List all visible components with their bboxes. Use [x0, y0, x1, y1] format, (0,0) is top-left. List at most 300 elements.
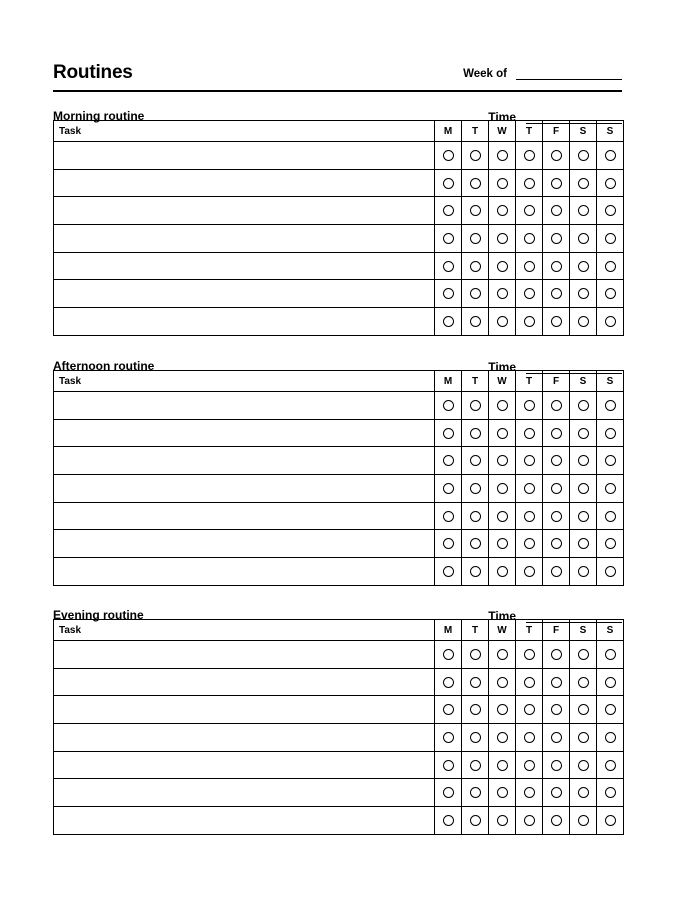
checkbox-circle-icon[interactable]	[443, 732, 454, 743]
checkbox-circle-icon[interactable]	[497, 760, 508, 771]
checkbox-circle-icon[interactable]	[578, 538, 589, 549]
table-row	[54, 751, 624, 779]
task-cell[interactable]	[54, 169, 435, 197]
day-cell	[516, 502, 543, 530]
day-cell	[435, 169, 462, 197]
day-cell	[462, 392, 489, 420]
day-cell	[516, 641, 543, 669]
checkbox-circle-icon[interactable]	[443, 483, 454, 494]
checkbox-circle-icon[interactable]	[578, 704, 589, 715]
task-column-header: Task	[54, 620, 435, 641]
day-cell	[489, 807, 516, 835]
checkbox-circle-icon[interactable]	[524, 400, 535, 411]
checkbox-circle-icon[interactable]	[524, 428, 535, 439]
checkbox-circle-icon[interactable]	[443, 205, 454, 216]
checkbox-circle-icon[interactable]	[551, 483, 562, 494]
day-cell	[435, 392, 462, 420]
day-column-header: T	[516, 121, 543, 142]
day-cell	[489, 475, 516, 503]
checkbox-circle-icon[interactable]	[497, 677, 508, 688]
checkbox-circle-icon[interactable]	[443, 511, 454, 522]
day-cell	[597, 169, 624, 197]
checkbox-circle-icon[interactable]	[551, 538, 562, 549]
table-row	[54, 447, 624, 475]
task-cell[interactable]	[54, 280, 435, 308]
checkbox-circle-icon[interactable]	[524, 178, 535, 189]
day-cell	[489, 558, 516, 586]
task-cell[interactable]	[54, 779, 435, 807]
checkbox-circle-icon[interactable]	[605, 483, 616, 494]
task-cell[interactable]	[54, 668, 435, 696]
checkbox-circle-icon[interactable]	[578, 261, 589, 272]
checkbox-circle-icon[interactable]	[497, 428, 508, 439]
day-column-header: W	[489, 121, 516, 142]
day-cell	[570, 502, 597, 530]
checkbox-circle-icon[interactable]	[551, 316, 562, 327]
day-cell	[597, 502, 624, 530]
checkbox-circle-icon[interactable]	[443, 704, 454, 715]
checkbox-circle-icon[interactable]	[605, 760, 616, 771]
week-of-input-line[interactable]	[516, 68, 622, 80]
checkbox-circle-icon[interactable]	[497, 787, 508, 798]
day-cell	[597, 252, 624, 280]
day-cell	[435, 142, 462, 170]
day-cell	[543, 169, 570, 197]
checkbox-circle-icon[interactable]	[551, 704, 562, 715]
day-cell	[570, 779, 597, 807]
checkbox-circle-icon[interactable]	[470, 178, 481, 189]
day-cell	[597, 724, 624, 752]
checkbox-circle-icon[interactable]	[524, 677, 535, 688]
checkbox-circle-icon[interactable]	[470, 288, 481, 299]
checkbox-circle-icon[interactable]	[524, 150, 535, 161]
checkbox-circle-icon[interactable]	[605, 538, 616, 549]
checkbox-circle-icon[interactable]	[605, 815, 616, 826]
week-of-label: Week of	[463, 68, 507, 80]
checkbox-circle-icon[interactable]	[524, 233, 535, 244]
checkbox-circle-icon[interactable]	[524, 566, 535, 577]
checkbox-circle-icon[interactable]	[443, 815, 454, 826]
checkbox-circle-icon[interactable]	[605, 205, 616, 216]
day-cell	[543, 668, 570, 696]
task-cell[interactable]	[54, 530, 435, 558]
day-cell	[489, 447, 516, 475]
checkbox-circle-icon[interactable]	[497, 178, 508, 189]
checkbox-circle-icon[interactable]	[578, 760, 589, 771]
checkbox-circle-icon[interactable]	[551, 815, 562, 826]
checkbox-circle-icon[interactable]	[524, 815, 535, 826]
table-header-row	[54, 620, 624, 641]
checkbox-circle-icon[interactable]	[497, 205, 508, 216]
day-cell	[462, 475, 489, 503]
table-row	[54, 197, 624, 225]
checkbox-circle-icon[interactable]	[551, 760, 562, 771]
day-cell	[570, 641, 597, 669]
checkbox-circle-icon[interactable]	[605, 150, 616, 161]
day-cell	[462, 641, 489, 669]
checkbox-circle-icon[interactable]	[578, 483, 589, 494]
checkbox-circle-icon[interactable]	[578, 787, 589, 798]
day-cell	[570, 308, 597, 336]
checkbox-circle-icon[interactable]	[470, 787, 481, 798]
checkbox-circle-icon[interactable]	[524, 288, 535, 299]
checkbox-circle-icon[interactable]	[470, 205, 481, 216]
checkbox-circle-icon[interactable]	[578, 566, 589, 577]
checkbox-circle-icon[interactable]	[497, 455, 508, 466]
section-title: Morning routine	[53, 109, 145, 123]
table-row	[54, 392, 624, 420]
checkbox-circle-icon[interactable]	[605, 261, 616, 272]
checkbox-circle-icon[interactable]	[605, 400, 616, 411]
checkbox-circle-icon[interactable]	[497, 566, 508, 577]
checkbox-circle-icon[interactable]	[470, 732, 481, 743]
checkbox-circle-icon[interactable]	[443, 428, 454, 439]
checkbox-circle-icon[interactable]	[578, 400, 589, 411]
task-cell[interactable]	[54, 502, 435, 530]
day-cell	[489, 169, 516, 197]
checkbox-circle-icon[interactable]	[443, 538, 454, 549]
checkbox-circle-icon[interactable]	[470, 233, 481, 244]
table-row	[54, 779, 624, 807]
day-cell	[435, 252, 462, 280]
day-cell	[570, 142, 597, 170]
day-cell	[462, 169, 489, 197]
checkbox-circle-icon[interactable]	[443, 566, 454, 577]
day-column-header: W	[489, 620, 516, 641]
checkbox-circle-icon[interactable]	[443, 233, 454, 244]
day-cell	[570, 668, 597, 696]
checkbox-circle-icon[interactable]	[443, 178, 454, 189]
checkbox-circle-icon[interactable]	[497, 704, 508, 715]
task-column-header: Task	[54, 371, 435, 392]
task-cell[interactable]	[54, 558, 435, 586]
day-cell	[462, 696, 489, 724]
checkbox-circle-icon[interactable]	[470, 400, 481, 411]
checkbox-circle-icon[interactable]	[443, 760, 454, 771]
day-cell	[543, 392, 570, 420]
checkbox-circle-icon[interactable]	[524, 732, 535, 743]
checkbox-circle-icon[interactable]	[470, 566, 481, 577]
day-cell	[462, 502, 489, 530]
checkbox-circle-icon[interactable]	[470, 538, 481, 549]
day-cell	[462, 530, 489, 558]
day-cell	[543, 475, 570, 503]
section-title: Evening routine	[53, 608, 144, 622]
checkbox-circle-icon[interactable]	[524, 538, 535, 549]
checkbox-circle-icon[interactable]	[497, 732, 508, 743]
day-column-header: F	[543, 371, 570, 392]
day-cell	[489, 197, 516, 225]
task-cell[interactable]	[54, 641, 435, 669]
day-cell	[570, 225, 597, 253]
checkbox-circle-icon[interactable]	[524, 760, 535, 771]
task-cell[interactable]	[54, 419, 435, 447]
section-evening	[53, 607, 622, 636]
table-row	[54, 696, 624, 724]
checkbox-circle-icon[interactable]	[551, 400, 562, 411]
checkbox-circle-icon[interactable]	[551, 150, 562, 161]
day-column-header: T	[462, 620, 489, 641]
checkbox-circle-icon[interactable]	[443, 787, 454, 798]
day-cell	[570, 475, 597, 503]
checkbox-circle-icon[interactable]	[524, 455, 535, 466]
table-header-row	[54, 371, 624, 392]
day-cell	[597, 280, 624, 308]
day-cell	[435, 197, 462, 225]
task-cell[interactable]	[54, 475, 435, 503]
day-column-header: S	[597, 620, 624, 641]
task-cell[interactable]	[54, 308, 435, 336]
checkbox-circle-icon[interactable]	[524, 316, 535, 327]
checkbox-circle-icon[interactable]	[497, 233, 508, 244]
checkbox-circle-icon[interactable]	[470, 815, 481, 826]
day-cell	[435, 308, 462, 336]
day-column-header: S	[570, 121, 597, 142]
checkbox-circle-icon[interactable]	[605, 455, 616, 466]
checkbox-circle-icon[interactable]	[605, 178, 616, 189]
checkbox-circle-icon[interactable]	[524, 704, 535, 715]
checkbox-circle-icon[interactable]	[578, 205, 589, 216]
day-cell	[462, 197, 489, 225]
day-cell	[489, 641, 516, 669]
day-cell	[489, 308, 516, 336]
day-cell	[516, 751, 543, 779]
day-cell	[570, 724, 597, 752]
task-cell[interactable]	[54, 751, 435, 779]
checkbox-circle-icon[interactable]	[578, 178, 589, 189]
checkbox-circle-icon[interactable]	[497, 483, 508, 494]
checkbox-circle-icon[interactable]	[578, 732, 589, 743]
checkbox-circle-icon[interactable]	[497, 288, 508, 299]
checkbox-circle-icon[interactable]	[578, 316, 589, 327]
day-cell	[543, 641, 570, 669]
day-cell	[462, 252, 489, 280]
checkbox-circle-icon[interactable]	[578, 288, 589, 299]
checkbox-circle-icon[interactable]	[524, 787, 535, 798]
day-column-header: F	[543, 620, 570, 641]
day-cell	[489, 696, 516, 724]
checkbox-circle-icon[interactable]	[578, 511, 589, 522]
task-cell[interactable]	[54, 447, 435, 475]
day-cell	[435, 779, 462, 807]
table-row	[54, 530, 624, 558]
checkbox-circle-icon[interactable]	[605, 677, 616, 688]
checkbox-circle-icon[interactable]	[605, 511, 616, 522]
checkbox-circle-icon[interactable]	[443, 316, 454, 327]
day-cell	[570, 197, 597, 225]
day-cell	[597, 225, 624, 253]
checkbox-circle-icon[interactable]	[605, 704, 616, 715]
day-cell	[570, 558, 597, 586]
day-cell	[435, 530, 462, 558]
day-column-header: W	[489, 371, 516, 392]
day-cell	[570, 751, 597, 779]
table-header-row	[54, 121, 624, 142]
day-cell	[435, 280, 462, 308]
table-row	[54, 807, 624, 835]
day-cell	[435, 419, 462, 447]
checkbox-circle-icon[interactable]	[497, 400, 508, 411]
checkbox-circle-icon[interactable]	[443, 261, 454, 272]
checkbox-circle-icon[interactable]	[497, 511, 508, 522]
routine-table	[53, 120, 624, 336]
checkbox-circle-icon[interactable]	[578, 428, 589, 439]
checkbox-circle-icon[interactable]	[470, 677, 481, 688]
section-title: Afternoon routine	[53, 359, 155, 373]
checkbox-circle-icon[interactable]	[470, 483, 481, 494]
page-title: Routines	[53, 62, 133, 83]
checkbox-circle-icon[interactable]	[578, 150, 589, 161]
day-cell	[489, 392, 516, 420]
checkbox-circle-icon[interactable]	[551, 288, 562, 299]
day-cell	[570, 280, 597, 308]
day-cell	[597, 558, 624, 586]
checkbox-circle-icon[interactable]	[470, 511, 481, 522]
checkbox-circle-icon[interactable]	[497, 261, 508, 272]
day-cell	[543, 225, 570, 253]
checkbox-circle-icon[interactable]	[470, 704, 481, 715]
day-cell	[489, 530, 516, 558]
checkbox-circle-icon[interactable]	[551, 428, 562, 439]
checkbox-circle-icon[interactable]	[551, 178, 562, 189]
day-column-header: S	[570, 620, 597, 641]
task-cell[interactable]	[54, 696, 435, 724]
day-cell	[435, 751, 462, 779]
day-cell	[543, 807, 570, 835]
day-cell	[516, 447, 543, 475]
day-cell	[570, 419, 597, 447]
checkbox-circle-icon[interactable]	[470, 261, 481, 272]
checkbox-circle-icon[interactable]	[605, 233, 616, 244]
checkbox-circle-icon[interactable]	[551, 261, 562, 272]
day-cell	[570, 252, 597, 280]
day-cell	[489, 280, 516, 308]
checkbox-circle-icon[interactable]	[605, 787, 616, 798]
checkbox-circle-icon[interactable]	[524, 511, 535, 522]
checkbox-circle-icon[interactable]	[578, 455, 589, 466]
day-cell	[435, 502, 462, 530]
task-cell[interactable]	[54, 225, 435, 253]
day-cell	[543, 280, 570, 308]
table-row	[54, 280, 624, 308]
day-cell	[543, 751, 570, 779]
checkbox-circle-icon[interactable]	[524, 205, 535, 216]
table-row	[54, 502, 624, 530]
day-cell	[462, 142, 489, 170]
checkbox-circle-icon[interactable]	[443, 677, 454, 688]
checkbox-circle-icon[interactable]	[551, 566, 562, 577]
task-cell[interactable]	[54, 142, 435, 170]
day-cell	[489, 225, 516, 253]
checkbox-circle-icon[interactable]	[443, 150, 454, 161]
day-cell	[597, 668, 624, 696]
time-label: Time	[488, 360, 516, 374]
checkbox-circle-icon[interactable]	[578, 649, 589, 660]
day-cell	[516, 807, 543, 835]
task-cell[interactable]	[54, 392, 435, 420]
day-cell	[543, 530, 570, 558]
day-cell	[570, 807, 597, 835]
routine-table	[53, 619, 624, 835]
checkbox-circle-icon[interactable]	[470, 316, 481, 327]
checkbox-circle-icon[interactable]	[605, 566, 616, 577]
checkbox-circle-icon[interactable]	[470, 760, 481, 771]
checkbox-circle-icon[interactable]	[524, 261, 535, 272]
task-cell[interactable]	[54, 252, 435, 280]
checkbox-circle-icon[interactable]	[578, 677, 589, 688]
checkbox-circle-icon[interactable]	[551, 455, 562, 466]
checkbox-circle-icon[interactable]	[497, 538, 508, 549]
checkbox-circle-icon[interactable]	[443, 455, 454, 466]
checkbox-circle-icon[interactable]	[605, 288, 616, 299]
day-cell	[516, 142, 543, 170]
day-column-header: T	[516, 620, 543, 641]
day-cell	[435, 475, 462, 503]
checkbox-circle-icon[interactable]	[443, 288, 454, 299]
checkbox-circle-icon[interactable]	[551, 677, 562, 688]
day-cell	[516, 419, 543, 447]
checkbox-circle-icon[interactable]	[497, 815, 508, 826]
checkbox-circle-icon[interactable]	[605, 316, 616, 327]
day-cell	[435, 696, 462, 724]
task-cell[interactable]	[54, 197, 435, 225]
checkbox-circle-icon[interactable]	[470, 150, 481, 161]
checkbox-circle-icon[interactable]	[470, 649, 481, 660]
checkbox-circle-icon[interactable]	[524, 483, 535, 494]
week-of-field	[463, 68, 622, 80]
checkbox-circle-icon[interactable]	[497, 649, 508, 660]
checkbox-circle-icon[interactable]	[551, 233, 562, 244]
checkbox-circle-icon[interactable]	[605, 649, 616, 660]
task-cell[interactable]	[54, 807, 435, 835]
routine-table	[53, 370, 624, 586]
day-cell	[462, 668, 489, 696]
checkbox-circle-icon[interactable]	[551, 649, 562, 660]
checkbox-circle-icon[interactable]	[497, 150, 508, 161]
day-cell	[516, 530, 543, 558]
task-column-header: Task	[54, 121, 435, 142]
day-cell	[597, 308, 624, 336]
day-cell	[597, 419, 624, 447]
table-row	[54, 724, 624, 752]
checkbox-circle-icon[interactable]	[497, 316, 508, 327]
day-cell	[516, 668, 543, 696]
checkbox-circle-icon[interactable]	[605, 428, 616, 439]
checkbox-circle-icon[interactable]	[470, 455, 481, 466]
checkbox-circle-icon[interactable]	[551, 205, 562, 216]
day-cell	[516, 475, 543, 503]
checkbox-circle-icon[interactable]	[443, 649, 454, 660]
day-cell	[543, 779, 570, 807]
checkbox-circle-icon[interactable]	[551, 732, 562, 743]
checkbox-circle-icon[interactable]	[443, 400, 454, 411]
day-cell	[597, 641, 624, 669]
checkbox-circle-icon[interactable]	[524, 649, 535, 660]
checkbox-circle-icon[interactable]	[551, 511, 562, 522]
time-label: Time	[488, 110, 516, 124]
checkbox-circle-icon[interactable]	[578, 815, 589, 826]
checkbox-circle-icon[interactable]	[470, 428, 481, 439]
checkbox-circle-icon[interactable]	[551, 787, 562, 798]
checkbox-circle-icon[interactable]	[578, 233, 589, 244]
day-column-header: S	[597, 121, 624, 142]
day-cell	[597, 530, 624, 558]
day-column-header: F	[543, 121, 570, 142]
checkbox-circle-icon[interactable]	[605, 732, 616, 743]
table-row	[54, 308, 624, 336]
day-cell	[462, 225, 489, 253]
task-cell[interactable]	[54, 724, 435, 752]
